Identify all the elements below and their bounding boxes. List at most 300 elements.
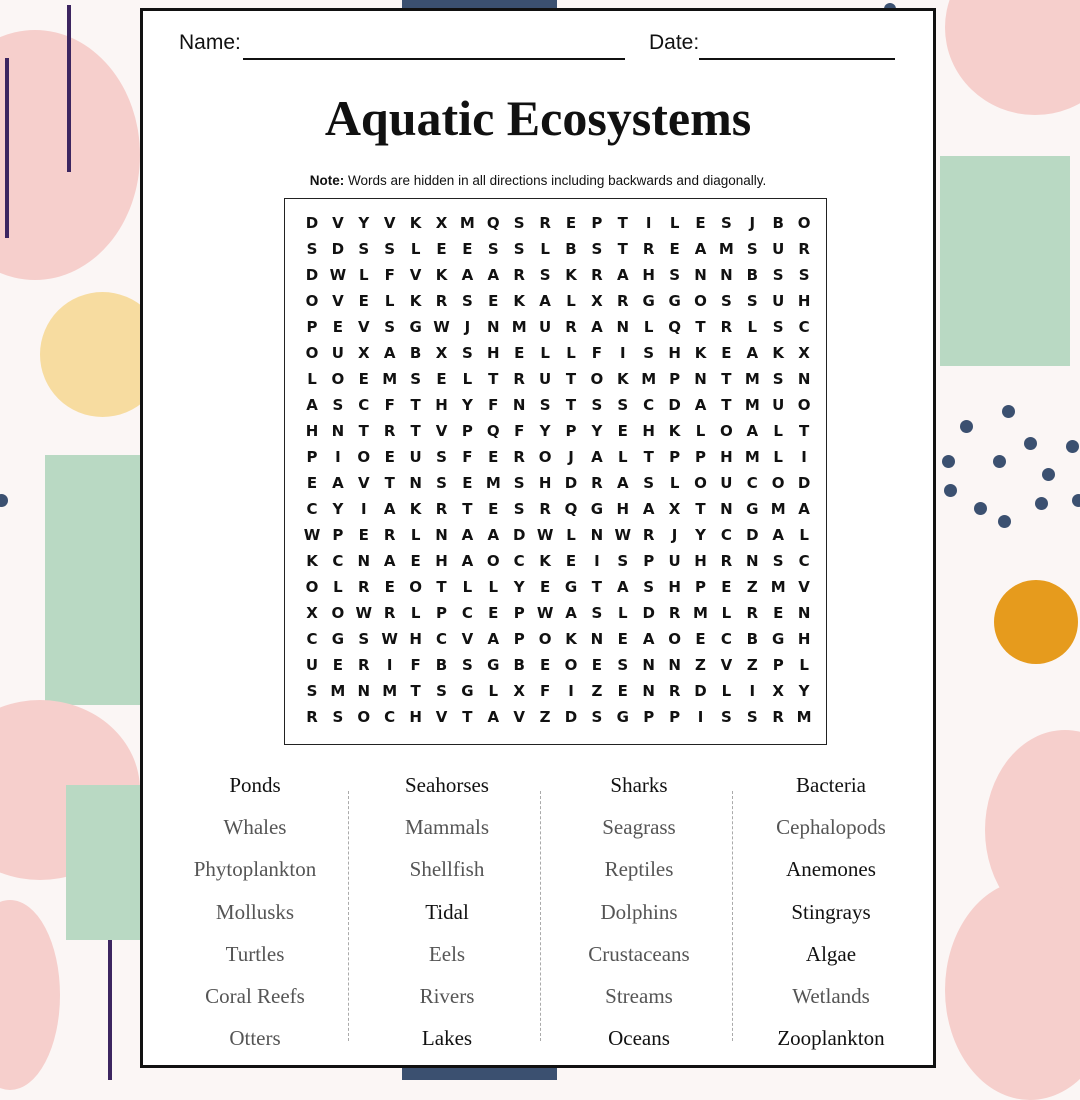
- grid-letter[interactable]: R: [513, 370, 525, 388]
- grid-letter[interactable]: C: [798, 552, 810, 570]
- grid-letter[interactable]: P: [643, 708, 655, 726]
- grid-letter[interactable]: P: [565, 422, 577, 440]
- grid-letter[interactable]: C: [332, 552, 344, 570]
- grid-letter[interactable]: H: [435, 396, 448, 414]
- grid-letter[interactable]: P: [513, 630, 525, 648]
- grid-letter[interactable]: S: [772, 552, 784, 570]
- grid-letter[interactable]: E: [410, 552, 421, 570]
- grid-letter[interactable]: A: [616, 578, 629, 596]
- grid-letter[interactable]: H: [409, 630, 422, 648]
- grid-letter[interactable]: R: [668, 604, 681, 622]
- grid-letter[interactable]: T: [617, 240, 628, 258]
- grid-letter[interactable]: N: [694, 266, 707, 284]
- grid-letter[interactable]: A: [383, 552, 396, 570]
- grid-letter[interactable]: V: [798, 578, 810, 596]
- grid-letter[interactable]: K: [616, 370, 629, 388]
- grid-letter[interactable]: A: [746, 422, 759, 440]
- grid-letter[interactable]: R: [435, 500, 448, 518]
- grid-letter[interactable]: T: [462, 500, 473, 518]
- grid-letter[interactable]: E: [488, 448, 499, 466]
- grid-letter[interactable]: S: [513, 474, 525, 492]
- grid-letter[interactable]: C: [643, 396, 655, 414]
- grid-letter[interactable]: R: [591, 474, 603, 492]
- grid-letter[interactable]: O: [771, 474, 785, 492]
- grid-letter[interactable]: S: [513, 500, 525, 518]
- grid-letter[interactable]: O: [538, 448, 552, 466]
- grid-letter[interactable]: Z: [591, 682, 603, 700]
- grid-letter[interactable]: W: [329, 266, 347, 284]
- grid-letter[interactable]: W: [614, 526, 632, 544]
- grid-letter[interactable]: L: [618, 448, 628, 466]
- grid-letter[interactable]: S: [798, 266, 810, 284]
- grid-letter[interactable]: W: [536, 604, 554, 622]
- grid-letter[interactable]: K: [539, 552, 551, 570]
- grid-letter[interactable]: O: [538, 630, 552, 648]
- grid-letter[interactable]: L: [384, 292, 395, 310]
- grid-letter[interactable]: X: [798, 344, 810, 362]
- grid-letter[interactable]: T: [565, 370, 577, 388]
- grid-letter[interactable]: R: [306, 708, 318, 726]
- grid-letter[interactable]: N: [668, 656, 681, 674]
- grid-letter[interactable]: Y: [539, 422, 551, 440]
- grid-letter[interactable]: R: [720, 552, 733, 570]
- grid-letter[interactable]: P: [591, 214, 603, 232]
- grid-letter[interactable]: R: [358, 656, 370, 674]
- grid-letter[interactable]: N: [720, 500, 733, 518]
- grid-letter[interactable]: Y: [332, 500, 344, 518]
- grid-letter[interactable]: S: [643, 344, 655, 362]
- grid-letter[interactable]: E: [617, 422, 628, 440]
- grid-letter[interactable]: R: [668, 682, 681, 700]
- grid-letter[interactable]: E: [539, 656, 551, 674]
- grid-letter[interactable]: V: [720, 656, 733, 674]
- grid-letter[interactable]: S: [436, 682, 447, 700]
- grid-letter[interactable]: N: [435, 526, 448, 544]
- grid-letter[interactable]: A: [694, 396, 707, 414]
- grid-letter[interactable]: S: [358, 630, 370, 648]
- grid-letter[interactable]: R: [746, 604, 759, 622]
- grid-letter[interactable]: H: [616, 500, 630, 518]
- grid-letter[interactable]: E: [591, 656, 603, 674]
- grid-letter[interactable]: V: [357, 474, 370, 492]
- grid-letter[interactable]: M: [330, 682, 346, 700]
- grid-letter[interactable]: N: [357, 682, 371, 700]
- grid-letter[interactable]: M: [382, 370, 398, 388]
- grid-letter[interactable]: M: [693, 604, 708, 622]
- grid-letter[interactable]: E: [539, 578, 551, 596]
- grid-letter[interactable]: T: [410, 682, 421, 700]
- grid-letter[interactable]: A: [487, 630, 500, 648]
- grid-letter[interactable]: S: [746, 708, 758, 726]
- grid-letter[interactable]: M: [770, 578, 786, 596]
- grid-letter[interactable]: G: [616, 708, 629, 726]
- grid-letter[interactable]: E: [721, 578, 732, 596]
- grid-letter[interactable]: M: [744, 396, 760, 414]
- grid-letter[interactable]: T: [695, 500, 706, 518]
- grid-letter[interactable]: S: [643, 474, 655, 492]
- grid-letter[interactable]: U: [539, 370, 552, 388]
- grid-letter[interactable]: N: [797, 604, 811, 622]
- grid-letter[interactable]: I: [620, 344, 626, 362]
- grid-letter[interactable]: E: [695, 214, 706, 232]
- grid-letter[interactable]: Q: [486, 214, 500, 232]
- grid-letter[interactable]: T: [410, 422, 421, 440]
- grid-letter[interactable]: E: [773, 604, 784, 622]
- grid-letter[interactable]: Y: [461, 396, 473, 414]
- grid-letter[interactable]: V: [461, 630, 474, 648]
- grid-letter[interactable]: N: [642, 656, 655, 674]
- grid-letter[interactable]: P: [695, 448, 706, 466]
- grid-letter[interactable]: E: [617, 682, 628, 700]
- grid-letter[interactable]: Z: [746, 578, 758, 596]
- grid-letter[interactable]: P: [513, 604, 525, 622]
- grid-letter[interactable]: S: [358, 240, 370, 258]
- grid-letter[interactable]: G: [746, 500, 759, 518]
- grid-letter[interactable]: L: [462, 578, 473, 596]
- grid-letter[interactable]: M: [485, 474, 501, 492]
- grid-letter[interactable]: G: [564, 578, 578, 596]
- grid-letter[interactable]: K: [409, 214, 422, 232]
- grid-letter[interactable]: N: [642, 682, 655, 700]
- grid-letter[interactable]: U: [772, 240, 785, 258]
- grid-letter[interactable]: L: [747, 318, 758, 336]
- grid-letter[interactable]: C: [435, 630, 447, 648]
- grid-letter[interactable]: E: [488, 604, 499, 622]
- grid-letter[interactable]: D: [694, 682, 707, 700]
- grid-letter[interactable]: S: [772, 370, 784, 388]
- grid-letter[interactable]: E: [488, 500, 499, 518]
- grid-letter[interactable]: S: [617, 552, 629, 570]
- grid-letter[interactable]: K: [668, 422, 681, 440]
- grid-letter[interactable]: B: [409, 344, 422, 362]
- grid-letter[interactable]: A: [616, 474, 629, 492]
- grid-letter[interactable]: D: [564, 474, 578, 492]
- grid-letter[interactable]: G: [772, 630, 785, 648]
- grid-letter[interactable]: E: [332, 656, 344, 674]
- grid-letter[interactable]: T: [436, 578, 447, 596]
- grid-letter[interactable]: L: [488, 578, 499, 596]
- grid-letter[interactable]: V: [409, 266, 422, 284]
- grid-letter[interactable]: P: [461, 422, 473, 440]
- grid-letter[interactable]: A: [591, 448, 603, 466]
- grid-letter[interactable]: Q: [564, 500, 578, 518]
- grid-letter[interactable]: N: [590, 630, 604, 648]
- grid-letter[interactable]: A: [642, 500, 655, 518]
- grid-letter[interactable]: S: [720, 708, 732, 726]
- grid-letter[interactable]: U: [331, 344, 344, 362]
- grid-letter[interactable]: V: [332, 214, 344, 232]
- grid-letter[interactable]: T: [617, 214, 628, 232]
- grid-letter[interactable]: O: [305, 578, 319, 596]
- grid-letter[interactable]: R: [513, 266, 525, 284]
- grid-letter[interactable]: S: [461, 292, 473, 310]
- grid-letter[interactable]: E: [306, 474, 318, 492]
- grid-letter[interactable]: P: [306, 318, 318, 336]
- grid-letter[interactable]: P: [436, 604, 447, 622]
- grid-letter[interactable]: I: [749, 682, 756, 700]
- grid-letter[interactable]: O: [331, 370, 345, 388]
- grid-letter[interactable]: R: [617, 292, 629, 310]
- grid-letter[interactable]: S: [617, 396, 629, 414]
- grid-letter[interactable]: D: [797, 474, 811, 492]
- grid-letter[interactable]: C: [798, 318, 810, 336]
- grid-letter[interactable]: L: [773, 422, 783, 440]
- grid-letter[interactable]: F: [591, 344, 603, 362]
- grid-letter[interactable]: C: [358, 396, 370, 414]
- grid-letter[interactable]: B: [565, 240, 577, 258]
- grid-letter[interactable]: X: [435, 344, 448, 362]
- grid-letter[interactable]: V: [332, 292, 344, 310]
- grid-letter[interactable]: O: [357, 448, 371, 466]
- grid-letter[interactable]: O: [694, 292, 707, 310]
- grid-letter[interactable]: X: [591, 292, 603, 310]
- grid-letter[interactable]: R: [565, 318, 577, 336]
- grid-letter[interactable]: P: [643, 552, 655, 570]
- grid-letter[interactable]: A: [487, 266, 500, 284]
- grid-letter[interactable]: U: [305, 656, 319, 674]
- grid-letter[interactable]: S: [384, 240, 396, 258]
- grid-letter[interactable]: A: [694, 240, 707, 258]
- grid-letter[interactable]: O: [305, 344, 319, 362]
- grid-letter[interactable]: R: [383, 526, 396, 544]
- grid-letter[interactable]: L: [488, 682, 499, 700]
- grid-letter[interactable]: L: [540, 344, 550, 362]
- grid-letter[interactable]: E: [462, 240, 473, 258]
- grid-letter[interactable]: A: [383, 344, 396, 362]
- grid-letter[interactable]: O: [720, 422, 733, 440]
- grid-letter[interactable]: E: [332, 318, 344, 336]
- grid-letter[interactable]: O: [564, 656, 578, 674]
- grid-letter[interactable]: X: [435, 214, 448, 232]
- grid-letter[interactable]: R: [539, 500, 551, 518]
- grid-letter[interactable]: S: [539, 396, 551, 414]
- grid-letter[interactable]: P: [306, 448, 318, 466]
- grid-letter[interactable]: S: [513, 240, 525, 258]
- grid-letter[interactable]: K: [435, 266, 448, 284]
- grid-letter[interactable]: P: [772, 656, 784, 674]
- grid-letter[interactable]: B: [435, 656, 448, 674]
- grid-letter[interactable]: S: [591, 396, 603, 414]
- grid-letter[interactable]: P: [695, 578, 706, 596]
- grid-letter[interactable]: N: [512, 396, 526, 414]
- grid-letter[interactable]: L: [773, 448, 783, 466]
- grid-letter[interactable]: L: [669, 214, 680, 232]
- grid-letter[interactable]: E: [358, 370, 369, 388]
- grid-letter[interactable]: T: [462, 708, 473, 726]
- grid-letter[interactable]: T: [488, 370, 499, 388]
- grid-letter[interactable]: F: [488, 396, 499, 414]
- grid-letter[interactable]: T: [721, 370, 732, 388]
- grid-letter[interactable]: B: [746, 266, 759, 284]
- grid-letter[interactable]: L: [618, 604, 628, 622]
- grid-letter[interactable]: A: [383, 500, 396, 518]
- grid-letter[interactable]: I: [568, 682, 574, 700]
- grid-letter[interactable]: D: [746, 526, 759, 544]
- grid-letter[interactable]: N: [409, 474, 422, 492]
- grid-letter[interactable]: F: [539, 682, 551, 700]
- grid-letter[interactable]: H: [538, 474, 552, 492]
- grid-letter[interactable]: A: [642, 630, 655, 648]
- grid-letter[interactable]: S: [306, 240, 318, 258]
- grid-letter[interactable]: O: [305, 292, 319, 310]
- grid-letter[interactable]: D: [642, 604, 655, 622]
- grid-letter[interactable]: R: [772, 708, 784, 726]
- grid-letter[interactable]: E: [721, 344, 732, 362]
- grid-letter[interactable]: S: [487, 240, 499, 258]
- grid-letter[interactable]: A: [616, 266, 629, 284]
- grid-letter[interactable]: E: [436, 370, 447, 388]
- grid-letter[interactable]: T: [384, 474, 395, 492]
- grid-letter[interactable]: Z: [746, 656, 758, 674]
- grid-letter[interactable]: S: [669, 266, 680, 284]
- grid-letter[interactable]: O: [486, 552, 500, 570]
- grid-letter[interactable]: K: [409, 292, 422, 310]
- grid-letter[interactable]: D: [668, 396, 681, 414]
- grid-letter[interactable]: O: [668, 630, 681, 648]
- grid-letter[interactable]: N: [746, 552, 759, 570]
- grid-letter[interactable]: E: [384, 578, 395, 596]
- grid-letter[interactable]: A: [746, 344, 759, 362]
- grid-letter[interactable]: E: [565, 552, 577, 570]
- grid-letter[interactable]: H: [797, 630, 811, 648]
- grid-letter[interactable]: E: [695, 630, 706, 648]
- grid-letter[interactable]: H: [720, 448, 733, 466]
- grid-letter[interactable]: G: [590, 500, 604, 518]
- grid-letter[interactable]: O: [797, 396, 811, 414]
- grid-letter[interactable]: A: [306, 396, 318, 414]
- grid-letter[interactable]: C: [746, 474, 758, 492]
- grid-letter[interactable]: S: [436, 448, 447, 466]
- grid-letter[interactable]: E: [565, 214, 577, 232]
- grid-letter[interactable]: M: [744, 448, 760, 466]
- grid-letter[interactable]: N: [720, 266, 733, 284]
- grid-letter[interactable]: M: [459, 214, 475, 232]
- grid-letter[interactable]: E: [669, 240, 680, 258]
- grid-letter[interactable]: M: [744, 370, 760, 388]
- grid-letter[interactable]: K: [565, 630, 577, 648]
- grid-letter[interactable]: E: [358, 292, 369, 310]
- grid-letter[interactable]: R: [539, 214, 551, 232]
- grid-letter[interactable]: C: [306, 500, 318, 518]
- grid-letter[interactable]: K: [513, 292, 525, 310]
- grid-letter[interactable]: Y: [513, 578, 525, 596]
- grid-letter[interactable]: S: [720, 214, 732, 232]
- grid-letter[interactable]: D: [305, 266, 319, 284]
- grid-letter[interactable]: L: [359, 266, 369, 284]
- grid-letter[interactable]: U: [539, 318, 552, 336]
- grid-letter[interactable]: L: [410, 526, 421, 544]
- grid-letter[interactable]: I: [594, 552, 600, 570]
- grid-letter[interactable]: N: [694, 370, 707, 388]
- grid-letter[interactable]: A: [565, 604, 577, 622]
- grid-letter[interactable]: D: [512, 526, 526, 544]
- grid-letter[interactable]: N: [616, 318, 630, 336]
- grid-letter[interactable]: U: [720, 474, 733, 492]
- grid-letter[interactable]: R: [383, 422, 396, 440]
- grid-letter[interactable]: F: [410, 656, 421, 674]
- grid-letter[interactable]: C: [720, 526, 732, 544]
- grid-letter[interactable]: L: [721, 682, 732, 700]
- grid-letter[interactable]: I: [645, 214, 652, 232]
- word-search-grid[interactable]: [284, 198, 827, 745]
- grid-letter[interactable]: H: [797, 292, 811, 310]
- grid-letter[interactable]: N: [331, 422, 345, 440]
- grid-letter[interactable]: N: [797, 370, 811, 388]
- grid-letter[interactable]: B: [772, 214, 784, 232]
- grid-letter[interactable]: O: [331, 604, 345, 622]
- grid-letter[interactable]: X: [668, 500, 681, 518]
- grid-letter[interactable]: M: [382, 682, 398, 700]
- grid-letter[interactable]: P: [669, 448, 681, 466]
- grid-letter[interactable]: F: [384, 396, 395, 414]
- grid-letter[interactable]: E: [617, 630, 628, 648]
- grid-letter[interactable]: E: [488, 292, 499, 310]
- grid-letter[interactable]: H: [487, 344, 500, 362]
- grid-letter[interactable]: M: [718, 240, 734, 258]
- grid-letter[interactable]: A: [461, 552, 474, 570]
- grid-letter[interactable]: J: [568, 448, 574, 466]
- grid-letter[interactable]: F: [514, 422, 525, 440]
- grid-letter[interactable]: E: [436, 240, 447, 258]
- grid-letter[interactable]: I: [361, 500, 367, 518]
- grid-letter[interactable]: H: [409, 708, 422, 726]
- grid-letter[interactable]: R: [383, 604, 396, 622]
- grid-letter[interactable]: F: [462, 448, 473, 466]
- grid-letter[interactable]: H: [642, 266, 655, 284]
- grid-letter[interactable]: C: [720, 630, 732, 648]
- grid-letter[interactable]: A: [539, 292, 551, 310]
- grid-letter[interactable]: X: [358, 344, 370, 362]
- grid-letter[interactable]: S: [461, 344, 473, 362]
- grid-letter[interactable]: L: [410, 240, 421, 258]
- grid-letter[interactable]: X: [772, 682, 784, 700]
- grid-letter[interactable]: M: [511, 318, 527, 336]
- grid-letter[interactable]: K: [306, 552, 318, 570]
- grid-letter[interactable]: S: [617, 656, 629, 674]
- grid-letter[interactable]: O: [357, 708, 371, 726]
- grid-letter[interactable]: S: [591, 708, 603, 726]
- grid-letter[interactable]: V: [513, 708, 525, 726]
- grid-letter[interactable]: S: [591, 240, 603, 258]
- grid-letter[interactable]: A: [487, 708, 500, 726]
- grid-letter[interactable]: R: [513, 448, 525, 466]
- grid-letter[interactable]: R: [435, 292, 448, 310]
- grid-letter[interactable]: N: [357, 552, 371, 570]
- grid-letter[interactable]: D: [305, 214, 319, 232]
- grid-letter[interactable]: V: [435, 708, 448, 726]
- grid-letter[interactable]: U: [772, 292, 785, 310]
- grid-letter[interactable]: S: [643, 578, 655, 596]
- grid-letter[interactable]: E: [514, 344, 525, 362]
- grid-letter[interactable]: F: [384, 266, 395, 284]
- grid-letter[interactable]: T: [565, 396, 577, 414]
- grid-letter[interactable]: Z: [695, 656, 706, 674]
- grid-letter[interactable]: M: [770, 500, 786, 518]
- grid-letter[interactable]: R: [798, 240, 810, 258]
- grid-letter[interactable]: D: [331, 240, 345, 258]
- grid-letter[interactable]: I: [697, 708, 704, 726]
- grid-letter[interactable]: S: [513, 214, 525, 232]
- grid-letter[interactable]: H: [668, 344, 681, 362]
- grid-letter[interactable]: Q: [668, 318, 681, 336]
- grid-letter[interactable]: T: [721, 396, 732, 414]
- grid-letter[interactable]: P: [669, 370, 681, 388]
- grid-letter[interactable]: S: [332, 708, 344, 726]
- grid-letter[interactable]: L: [333, 578, 343, 596]
- grid-letter[interactable]: S: [306, 682, 318, 700]
- grid-letter[interactable]: K: [565, 266, 577, 284]
- grid-letter[interactable]: R: [642, 526, 655, 544]
